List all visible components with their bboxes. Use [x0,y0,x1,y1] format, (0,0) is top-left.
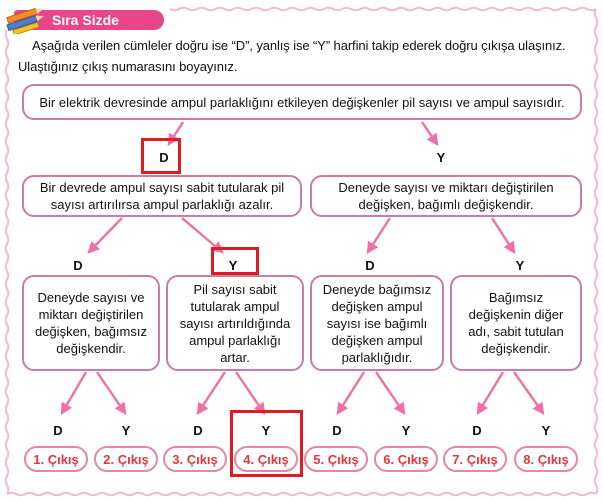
root-statement-box [22,84,582,120]
statement-level1-left: Bir devrede ampul sayısı sabit tutularak pil sayısı artırılırsa ampul parlaklığı azalır. [39,180,285,212]
statement-level2-1: Deneyde sayısı ve miktarı değiştirilen değişken, bağımsız değişkendir. [34,290,147,356]
statement-level2-3: Deneyde bağımsız değişken ampul sayısı ise bağımlı değişken ampul parlaklığıdır. [322,281,432,365]
branch-label-d: D [472,423,482,438]
statement-level2-4: Bağımsız değişkenin diğer adı, sabit tutulan değişkendir. [468,290,564,356]
exit-1-label: 1. Çıkış [33,451,79,467]
branch-label-y: Y [515,258,525,273]
exit-5[interactable] [304,446,368,472]
branch-label-d: D [193,423,203,438]
statement-level1-right: Deneyde sayısı ve miktarı değiştirilen değişken, bağımlı değişkendir. [338,180,554,212]
branch-label-y: Y [541,423,551,438]
statement-box-level2-4 [450,275,582,371]
exit-6[interactable] [374,446,438,472]
statement-box-level2-2 [166,275,304,371]
branch-label-d: D [53,423,63,438]
arrow-b3-y [376,372,404,413]
header-title: Sıra Sizde [52,12,119,28]
exit-2[interactable] [94,446,158,472]
exit-3-label: 3. Çıkış [172,451,218,467]
arrow-b4-d [478,372,503,413]
exit-7-label: 7. Çıkış [452,451,498,467]
statement-level2-2: Pil sayısı sabit tutularak ampul sayısı artırıldığında ampul parlaklığı artar. [179,281,291,365]
exit-8[interactable] [514,446,578,472]
branch-label-y: Y [228,258,238,273]
arrow-b4-y [514,372,543,413]
branch-label-y: Y [436,150,446,165]
arrow-l1a-d [89,218,122,252]
exit-8-label: 8. Çıkış [523,451,569,467]
branch-label-y: Y [401,423,411,438]
arrow-b3-d [338,372,364,413]
arrow-root-y [422,122,437,144]
branch-label-d: D [365,258,375,273]
branch-label-y: Y [121,423,131,438]
exit-7[interactable] [443,446,507,472]
exit-1[interactable] [24,446,88,472]
arrow-b2-y [236,372,264,413]
highlight-box-exit-4 [230,410,303,477]
arrow-b2-d [198,372,225,413]
exit-6-label: 6. Çıkış [383,451,429,467]
exit-4-label: 4. Çıkış [243,451,289,467]
branch-label-d: D [73,258,83,273]
arrow-l1b-y [492,218,514,252]
arrow-l1b-d [368,218,390,252]
exit-2-label: 2. Çıkış [103,451,149,467]
statement-box-level1-left [22,175,302,217]
statement-box-level1-right [310,175,582,217]
root-statement: Bir elektrik devresinde ampul parlaklığını etkileyen değişkenler pil sayısı ve ampul sayısıdır. [39,94,565,110]
statement-box-level2-1 [22,275,160,371]
instructions-line-2: Ulaştığınız çıkış numarasını boyayınız. [18,59,238,74]
branch-label-d: D [159,150,169,165]
arrow-b1-d [62,372,86,413]
exit-5-label: 5. Çıkış [313,451,359,467]
statement-box-level2-3 [310,275,444,371]
highlight-box-y [211,247,259,275]
instructions-line-1: Aşağıda verilen cümleler doğru ise “D”, yanlış ise “Y” harfini takip ederek doğru çıkışa ulaşınız. [32,38,566,53]
exit-3[interactable] [163,446,227,472]
highlight-box-d [141,138,181,174]
arrow-b1-y [97,372,125,413]
branch-label-y: Y [261,423,271,438]
branch-label-d: D [332,423,342,438]
